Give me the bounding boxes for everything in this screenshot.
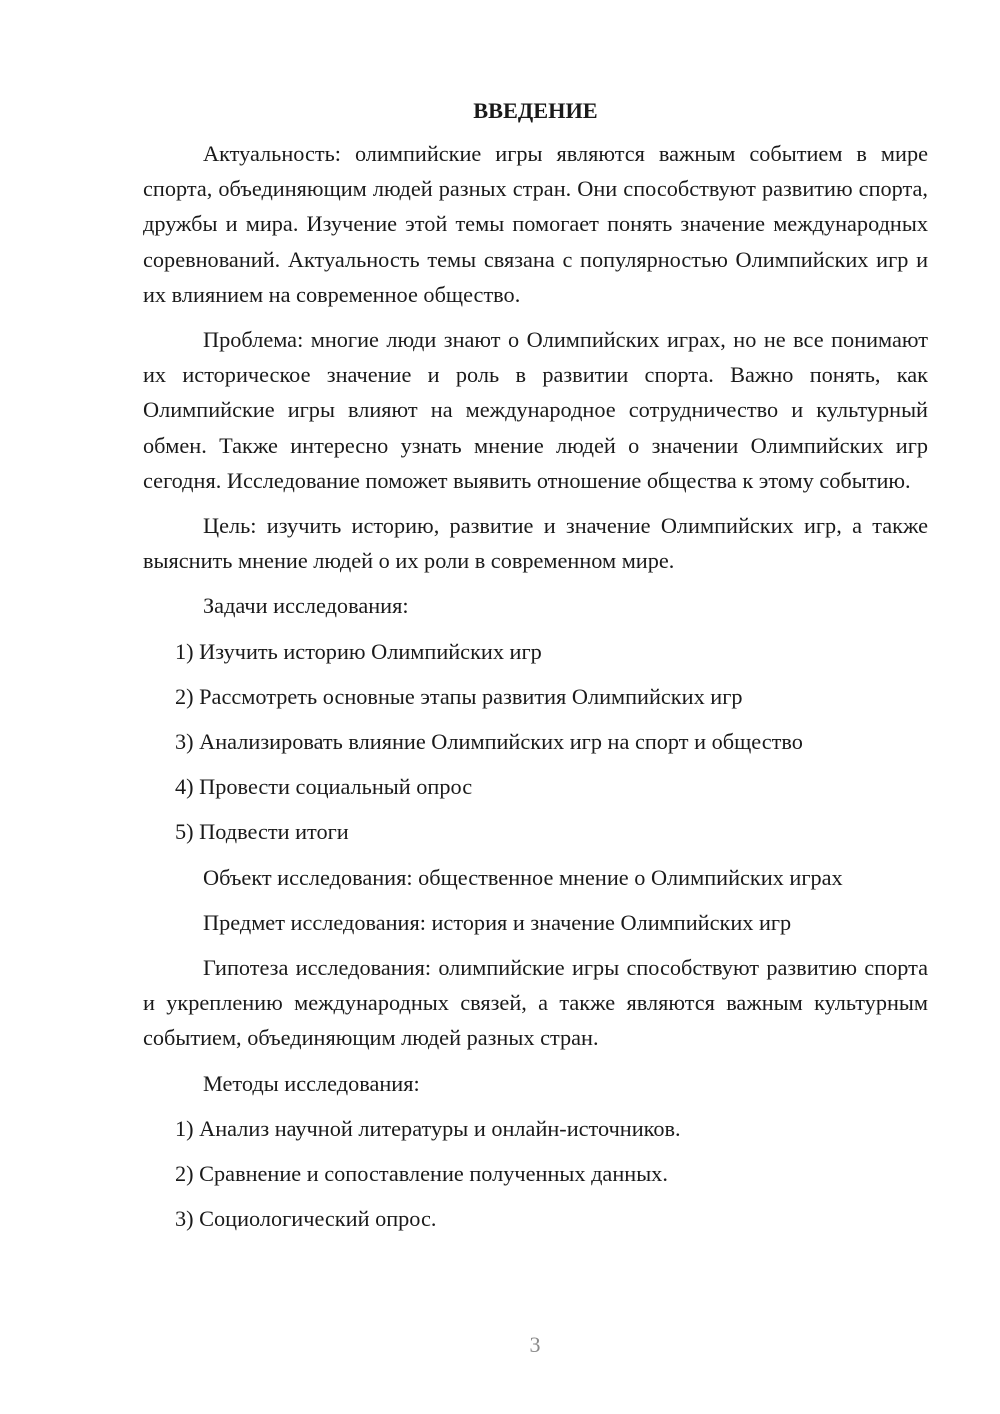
page-title: ВВЕДЕНИЕ — [473, 98, 598, 123]
task-item: 1) Изучить историю Олимпийских игр — [175, 638, 542, 664]
page-number: 3 — [529, 1332, 541, 1357]
task-item: 4) Провести социальный опрос — [175, 774, 473, 800]
paragraph-hypothesis: Гипотеза исследования: олимпийские игры способствуют развитию спорта и укреплению международных связей, а также являются важным культурным событием, объединяющим людей разных стран. — [143, 955, 928, 1051]
tasks-heading: Задачи исследования: — [203, 593, 409, 619]
method-item: 1) Анализ научной литературы и онлайн-источников. — [175, 1115, 681, 1141]
paragraph-problem: Проблема: многие люди знают о Олимпийских играх, но не все понимают их историческое значение и роль в развитии спорта. Важно понять, как Олимпийские игры влияют на международное сотрудничество и культурный обмен. Также интересно узнать мнение людей о значении Олимпийских игр сегодня. Исследование поможет выявить отношение общества к этому событию. — [143, 327, 928, 493]
task-item: 5) Подвести итоги — [175, 819, 349, 845]
methods-heading: Методы исследования: — [203, 1070, 420, 1096]
paragraph-relevance: Актуальность: олимпийские игры являются важным событием в мире спорта, объединяющим людей разных стран. Они способствуют развитию спорта, дружбы и мира. Изучение этой темы помогает понять значение международных соревнований. Актуальность темы связана с популярностью Олимпийских игр и их влиянием на современное общество. — [143, 141, 928, 307]
method-item: 2) Сравнение и сопоставление полученных данных. — [175, 1161, 668, 1187]
task-item: 3) Анализировать влияние Олимпийских игр на спорт и общество — [175, 729, 803, 755]
document-page — [143, 93, 928, 1246]
paragraph-goal: Цель: изучить историю, развитие и значение Олимпийских игр, а также выяснить мнение людей о их роли в современном мире. — [143, 513, 928, 574]
method-item: 3) Социологический опрос. — [175, 1206, 437, 1232]
paragraph-subject: Предмет исследования: история и значение Олимпийских игр — [203, 909, 792, 935]
task-item: 2) Рассмотреть основные этапы развития Олимпийских игр — [175, 683, 743, 709]
paragraph-object: Объект исследования: общественное мнение о Олимпийских играх — [203, 864, 843, 890]
